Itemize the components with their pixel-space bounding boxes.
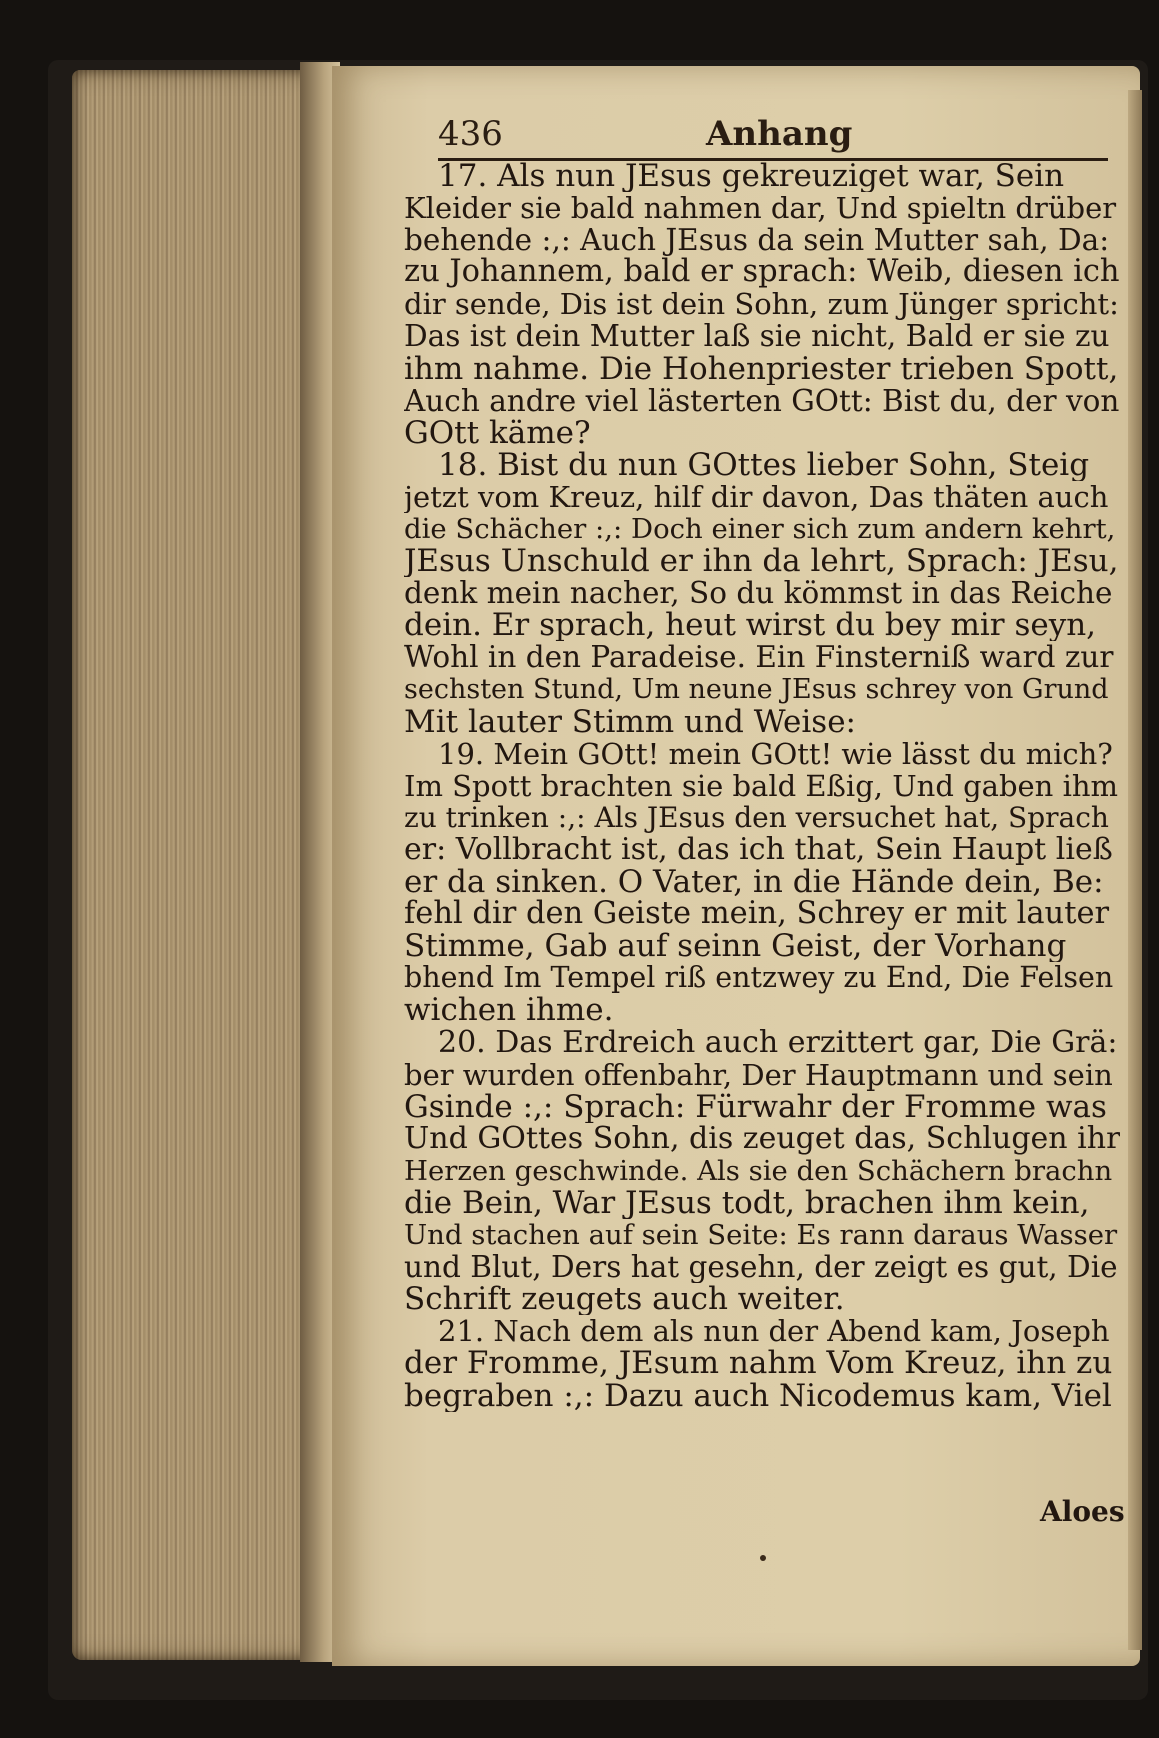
text-line: dein. Er sprach, heut wirst du bey mir seyn, xyxy=(404,609,1097,642)
text-line: 18. Bist du nun GOttes lieber Sohn, Steig xyxy=(438,448,1090,481)
text-line: ihm nahme. Die Hohenpriester trieben Spott, xyxy=(404,352,1119,385)
text-line: sechsten Stund, Um neune JEsus schrey von Grund xyxy=(404,673,1109,705)
text-line: er: Vollbracht ist, das ich that, Sein Haupt ließ xyxy=(404,833,1113,867)
text-line: GOtt käme? xyxy=(404,416,591,449)
text-line: die Bein, War JEsus todt, brachen ihm kein, xyxy=(404,1187,1090,1220)
text-line: Kleider sie bald nahmen dar, Und spieltn drüber xyxy=(404,192,1117,225)
text-line: 21. Nach dem als nun der Abend kam, Joseph xyxy=(438,1315,1110,1348)
text-line: Mit lauter Stimm und Weise: xyxy=(404,705,856,738)
running-head: Anhang xyxy=(706,114,853,154)
text-line: denk mein nacher, So du kömmst in das Reiche xyxy=(404,577,1113,610)
text-line: JEsus Unschuld er ihn da lehrt, Sprach: JEsu, xyxy=(404,545,1119,578)
text-line: er da sinken. O Vater, in die Hände dein, Be: xyxy=(404,866,1104,899)
body-text xyxy=(404,160,1120,1412)
text-line: der Fromme, JEsum nahm Vom Kreuz, ihn zu xyxy=(404,1347,1113,1380)
text-line: dir sende, Dis ist dein Sohn, zum Jünger spricht: xyxy=(404,288,1119,321)
text-line: und Blut, Ders hat gesehn, der zeigt es gut, Die xyxy=(404,1251,1118,1284)
text-line: behende :,: Auch JEsus da sein Mutter sah, Da: xyxy=(404,224,1110,257)
text-line: 17. Als nun JEsus gekreuziget war, Sein xyxy=(438,160,1065,193)
text-line: Und stachen auf sein Seite: Es rann daraus Wasser xyxy=(404,1219,1118,1252)
text-line: bhend Im Tempel riß entzwey zu End, Die Felsen xyxy=(404,962,1114,995)
text-line: Herzen geschwinde. Als sie den Schächern brachn xyxy=(404,1154,1113,1187)
text-line: Im Spott brachten sie bald Eßig, Und gaben ihm xyxy=(404,769,1119,802)
text-line: ber wurden offenbahr, Der Hauptmann und sein xyxy=(404,1058,1113,1091)
text-line: zu trinken :,: Als JEsus den versuchet hat, Sprach xyxy=(404,801,1109,834)
text-line: Wohl in den Paradeise. Ein Finsterniß ward zur xyxy=(404,641,1114,674)
text-line: Auch andre viel lästerten GOtt: Bist du, der von xyxy=(404,384,1120,417)
page-number: 436 xyxy=(438,114,503,154)
text-line: die Schächer :,: Doch einer sich zum andern kehrt, xyxy=(404,513,1116,546)
page-edges xyxy=(72,70,334,1660)
page-header xyxy=(438,114,1108,158)
text-line: jetzt vom Kreuz, hilf dir davon, Das thäten auch xyxy=(404,480,1109,514)
text-line: Schrift zeugets auch weiter. xyxy=(404,1283,845,1316)
text-line: zu Johannem, bald er sprach: Weib, diesen ich xyxy=(404,256,1120,289)
text-line: 20. Das Erdreich auch erzittert gar, Die Grä: xyxy=(438,1026,1118,1059)
text-line: Und GOttes Sohn, dis zeuget das, Schlugen ihr xyxy=(404,1122,1120,1155)
text-line: begraben :,: Dazu auch Nicodemus kam, Viel xyxy=(404,1379,1112,1412)
text-line: wichen ihme. xyxy=(404,994,614,1027)
text-line: fehl dir den Geiste mein, Schrey er mit lauter xyxy=(404,898,1110,931)
text-line: Gsinde :,: Sprach: Fürwahr der Fromme was xyxy=(404,1090,1107,1123)
page-right-edge xyxy=(1128,90,1142,1650)
text-line: Das ist dein Mutter laß sie nicht, Bald er sie zu xyxy=(404,320,1110,353)
catchword: Aloes xyxy=(1040,1495,1125,1528)
text-line: 19. Mein GOtt! mein GOtt! wie lässt du mich? xyxy=(438,737,1113,770)
text-line: Stimme, Gab auf seinn Geist, der Vorhang xyxy=(404,930,1067,963)
ink-speck xyxy=(760,1555,766,1561)
